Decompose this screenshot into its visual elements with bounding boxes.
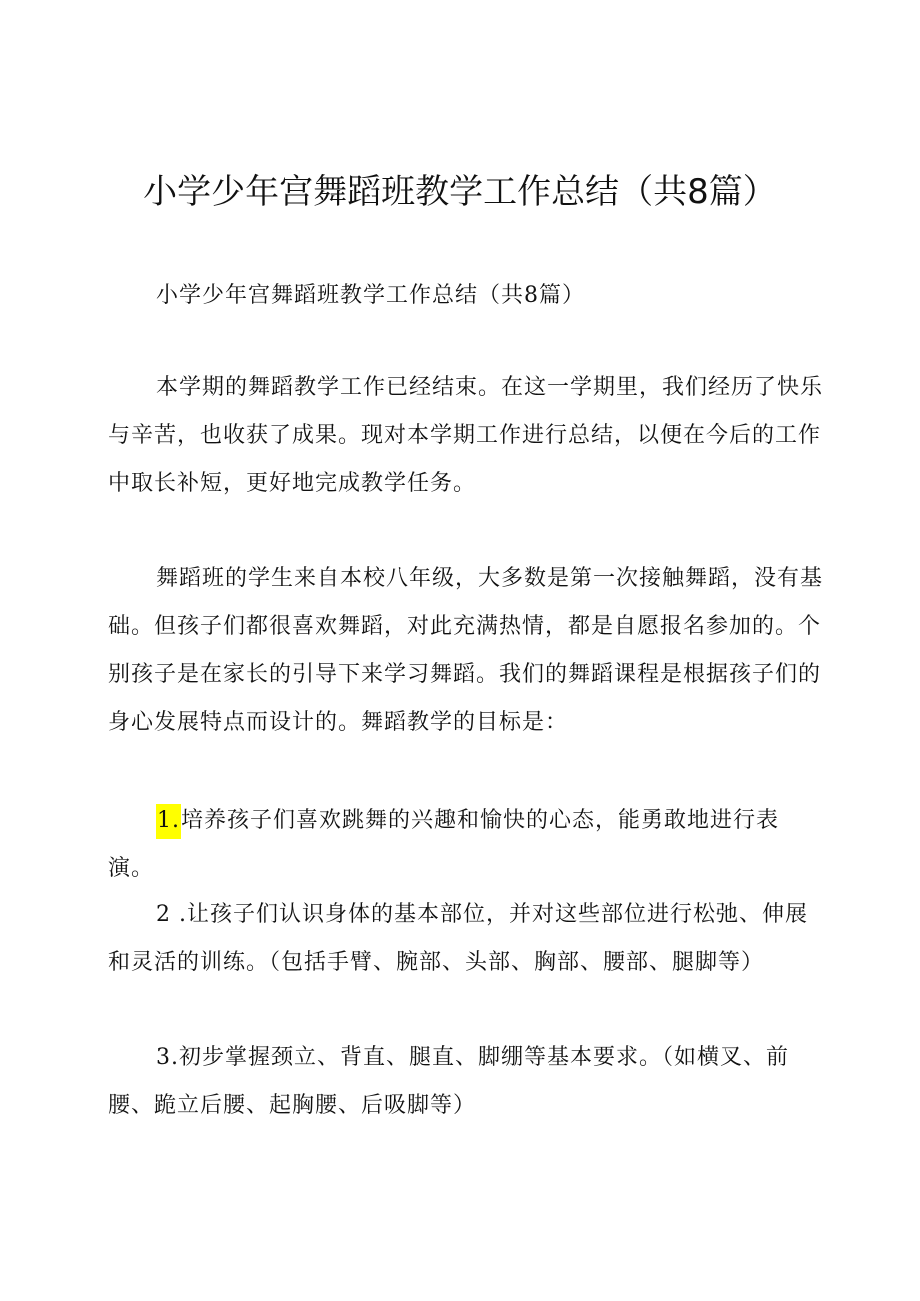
list-item-text: 初步掌握颈立、背直、腿直、脚绷等基本要求。（如横叉、前腰、跪立后腰、起胸腰、后吸脚等） [108,1045,790,1118]
list-item-2 [108,891,824,987]
list-item-text: 培养孩子们喜欢跳舞的兴趣和愉快的心态，能勇敢地进行表演。 [108,808,780,881]
intro-paragraph: 本学期的舞蹈教学工作已经结束。在这一学期里，我们经历了快乐与辛苦，也收获了成果。现对本学期工作进行总结，以便在今后的工作中取长补短，更好地完成教学任务。 [108,375,824,496]
highlighted-number: 1. [156,804,181,839]
list-item-number: 2 . [156,902,187,927]
list-item-1 [108,797,824,893]
document-subtitle: 小学少年宫舞蹈班教学工作总结（共8篇） [156,283,585,308]
list-item-3 [108,1034,824,1130]
list-item-text: 让孩子们认识身体的基本部位，并对这些部位进行松弛、伸展和灵活的训练。（包括手臂、腕部、头部、胸部、腰部、腿脚等） [108,902,808,975]
students-paragraph: 舞蹈班的学生来自本校八年级，大多数是第一次接触舞蹈，没有基础。但孩子们都很喜欢舞蹈，对此充满热情，都是自愿报名参加的。个别孩子是在家长的引导下来学习舞蹈。我们的舞蹈课程是根据孩子们的身心发展特点而设计的。舞蹈教学的目标是： [108,566,824,735]
list-item-number: 3. [156,1045,179,1070]
document-title: 小学少年宫舞蹈班教学工作总结（共8篇） [143,172,777,212]
